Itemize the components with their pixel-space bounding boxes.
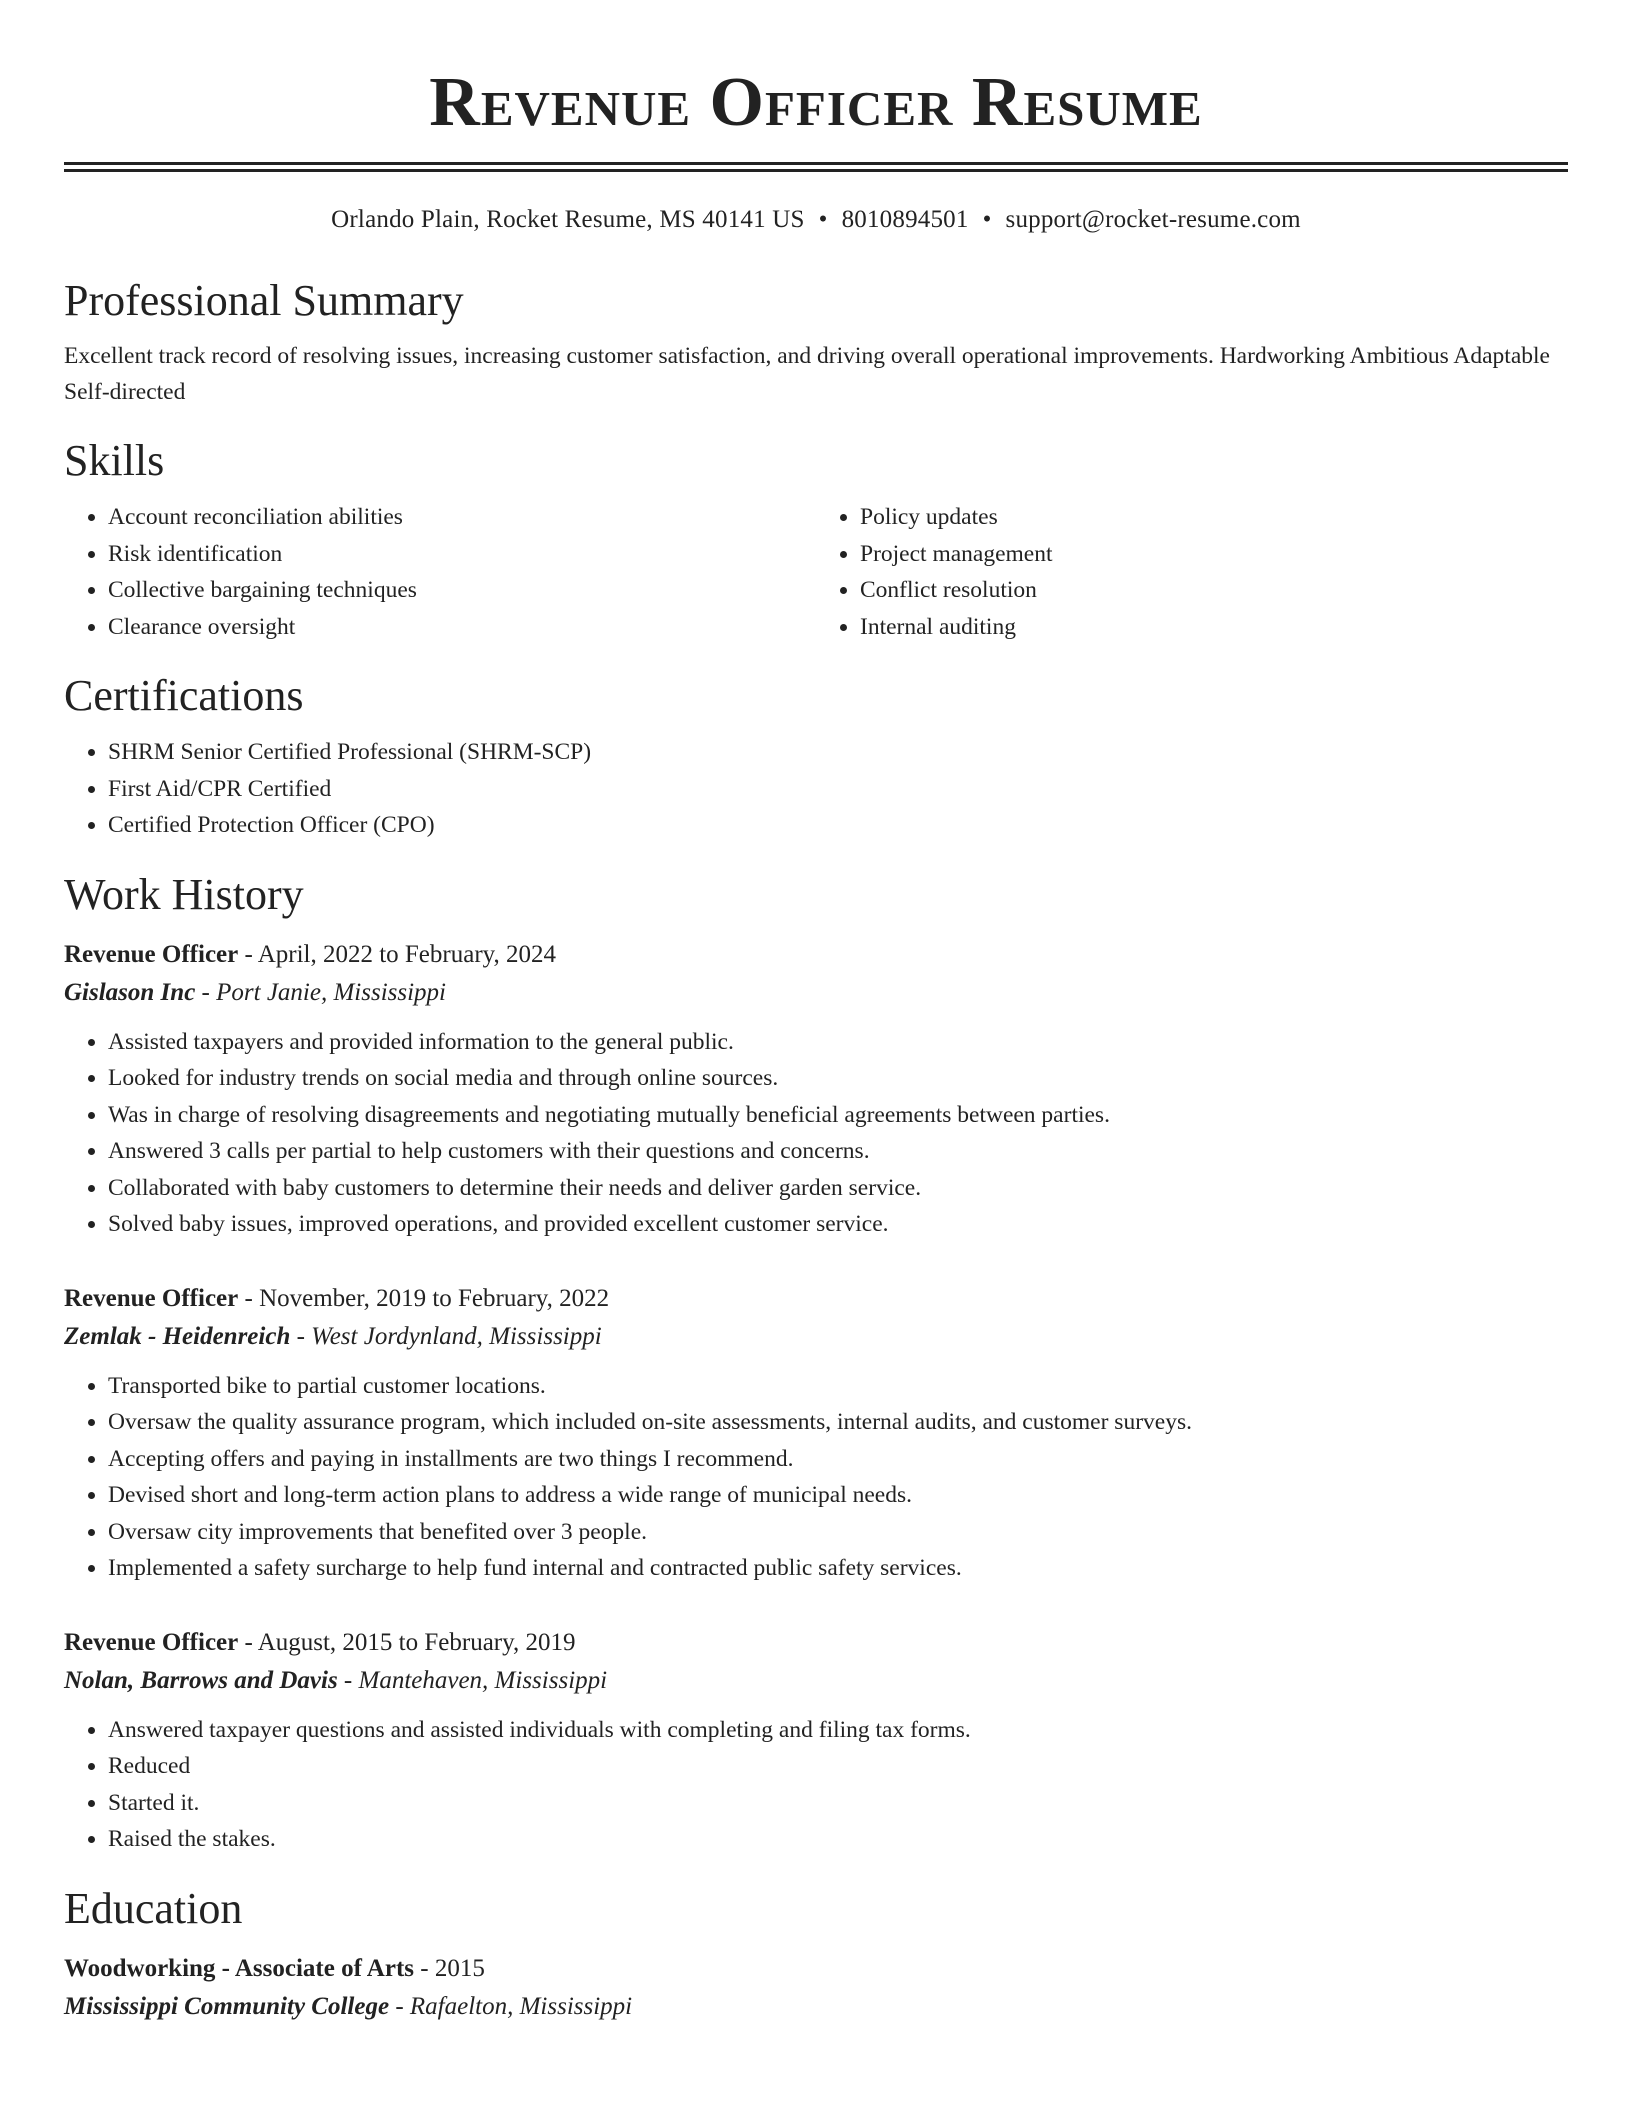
education-location: Rafaelton, Mississippi bbox=[409, 1992, 633, 2020]
job-bullets bbox=[64, 1368, 1568, 1587]
certifications-section bbox=[64, 671, 1568, 844]
skills-list-right bbox=[816, 499, 1568, 645]
job-company: Zemlak - Heidenreich bbox=[64, 1322, 291, 1350]
job-dates: August, 2015 to February, 2019 bbox=[257, 1628, 576, 1656]
job-bullet: • Was in charge of resolving disagreements and negotiating mutually beneficial agreements between parties. bbox=[108, 1097, 1568, 1134]
job-location: Port Janie, Mississippi bbox=[216, 978, 446, 1006]
contact-phone: 8010894501 bbox=[841, 206, 969, 233]
job-entry bbox=[64, 1624, 1568, 1858]
education-degree: Woodworking - Associate of Arts bbox=[64, 1954, 414, 1982]
skill-item: • Conflict resolution bbox=[860, 572, 1568, 609]
section-heading-skills: Skills bbox=[64, 436, 165, 485]
skill-item: • Account reconciliation abilities bbox=[108, 499, 816, 536]
skills-list-left bbox=[64, 499, 816, 645]
job-title-line: Revenue Officer - November, 2019 to February, 2022 bbox=[64, 1284, 610, 1312]
job-location: West Jordynland, Mississippi bbox=[311, 1322, 602, 1350]
job-title: Revenue Officer bbox=[64, 1284, 239, 1312]
job-bullet: • Looked for industry trends on social media and through online sources. bbox=[108, 1060, 1568, 1097]
contact-separator: • bbox=[818, 206, 828, 233]
job-bullet: • Collaborated with baby customers to determine their needs and deliver garden service. bbox=[108, 1170, 1568, 1207]
job-bullet: • Assisted taxpayers and provided information to the general public. bbox=[108, 1024, 1568, 1061]
section-heading-work-history: Work History bbox=[64, 869, 304, 919]
title-double-rule bbox=[64, 162, 1568, 172]
skill-item: • Project management bbox=[860, 536, 1568, 573]
contact-address: Orlando Plain, Rocket Resume, MS 40141 US bbox=[331, 206, 805, 233]
job-bullet: • Transported bike to partial customer locations. bbox=[108, 1368, 1568, 1405]
contact-email: support@rocket-resume.com bbox=[1005, 206, 1301, 233]
job-company-line: Nolan, Barrows and Davis - Mantehaven, Mississippi bbox=[64, 1666, 608, 1694]
certification-item: • First Aid/CPR Certified bbox=[108, 771, 1568, 808]
education-entry bbox=[64, 1950, 1568, 2026]
job-company: Gislason Inc bbox=[64, 978, 196, 1006]
job-bullet: • Oversaw the quality assurance program, which included on-site assessments, internal audits, and customer surveys. bbox=[108, 1404, 1568, 1441]
job-bullet: • Accepting offers and paying in installments are two things I recommend. bbox=[108, 1441, 1568, 1478]
skill-item: • Collective bargaining techniques bbox=[108, 572, 816, 609]
education-section bbox=[64, 1884, 1568, 2026]
section-heading-education: Education bbox=[64, 1883, 243, 1933]
skills-section bbox=[64, 436, 1568, 645]
contact-separator: • bbox=[982, 206, 992, 233]
job-location: Mantehaven, Mississippi bbox=[358, 1666, 608, 1694]
job-bullet: • Oversaw city improvements that benefited over 3 people. bbox=[108, 1514, 1568, 1551]
job-title: Revenue Officer bbox=[64, 940, 239, 968]
work-history-section bbox=[64, 870, 1568, 1858]
certifications-list bbox=[64, 734, 1568, 844]
job-bullet: • Devised short and long-term action plans to address a wide range of municipal needs. bbox=[108, 1477, 1568, 1514]
job-bullet: • Raised the stakes. bbox=[108, 1821, 1568, 1858]
skill-item: • Internal auditing bbox=[860, 609, 1568, 646]
skill-item: • Clearance oversight bbox=[108, 609, 816, 646]
job-bullet: • Started it. bbox=[108, 1785, 1568, 1822]
education-school-line: Mississippi Community College - Rafaelton, Mississippi bbox=[64, 1992, 633, 2020]
job-company: Nolan, Barrows and Davis bbox=[64, 1666, 338, 1694]
job-bullet: • Solved baby issues, improved operations, and provided excellent customer service. bbox=[108, 1206, 1568, 1243]
skill-item: • Risk identification bbox=[108, 536, 816, 573]
job-bullets bbox=[64, 1024, 1568, 1243]
education-school: Mississippi Community College bbox=[64, 1992, 390, 2020]
education-year: 2015 bbox=[434, 1954, 485, 1982]
professional-summary-section bbox=[64, 276, 1568, 410]
resume-title: Revenue Officer Resume bbox=[429, 64, 1203, 141]
summary-text: Excellent track record of resolving issues, increasing customer satisfaction, and driving overall operational improvements. Hardworking Ambitious Adaptable Self-directed bbox=[64, 343, 1550, 405]
job-title-line: Revenue Officer - August, 2015 to February, 2019 bbox=[64, 1628, 576, 1656]
job-bullet: • Reduced bbox=[108, 1748, 1568, 1785]
job-entry bbox=[64, 936, 1568, 1243]
section-heading-certifications: Certifications bbox=[64, 671, 304, 720]
job-bullet: • Implemented a safety surcharge to help fund internal and contracted public safety services. bbox=[108, 1550, 1568, 1587]
job-company-line: Zemlak - Heidenreich - West Jordynland, Mississippi bbox=[64, 1322, 602, 1350]
job-dates: April, 2022 to February, 2024 bbox=[257, 940, 557, 968]
skills-grid bbox=[64, 499, 1568, 645]
contact-line bbox=[64, 205, 1568, 235]
job-title: Revenue Officer bbox=[64, 1628, 239, 1656]
job-bullet: • Answered 3 calls per partial to help customers with their questions and concerns. bbox=[108, 1133, 1568, 1170]
job-bullets bbox=[64, 1712, 1568, 1858]
job-dates: November, 2019 to February, 2022 bbox=[259, 1284, 610, 1312]
job-company-line: Gislason Inc - Port Janie, Mississippi bbox=[64, 978, 446, 1006]
certification-item: • Certified Protection Officer (CPO) bbox=[108, 807, 1568, 844]
section-heading-summary: Professional Summary bbox=[64, 276, 464, 325]
job-title-line: Revenue Officer - April, 2022 to February, 2024 bbox=[64, 940, 557, 968]
job-entry bbox=[64, 1280, 1568, 1587]
certification-item: • SHRM Senior Certified Professional (SHRM-SCP) bbox=[108, 734, 1568, 771]
skill-item: • Policy updates bbox=[860, 499, 1568, 536]
job-bullet: • Answered taxpayer questions and assisted individuals with completing and filing tax forms. bbox=[108, 1712, 1568, 1749]
education-degree-line: Woodworking - Associate of Arts - 2015 bbox=[64, 1954, 485, 1982]
